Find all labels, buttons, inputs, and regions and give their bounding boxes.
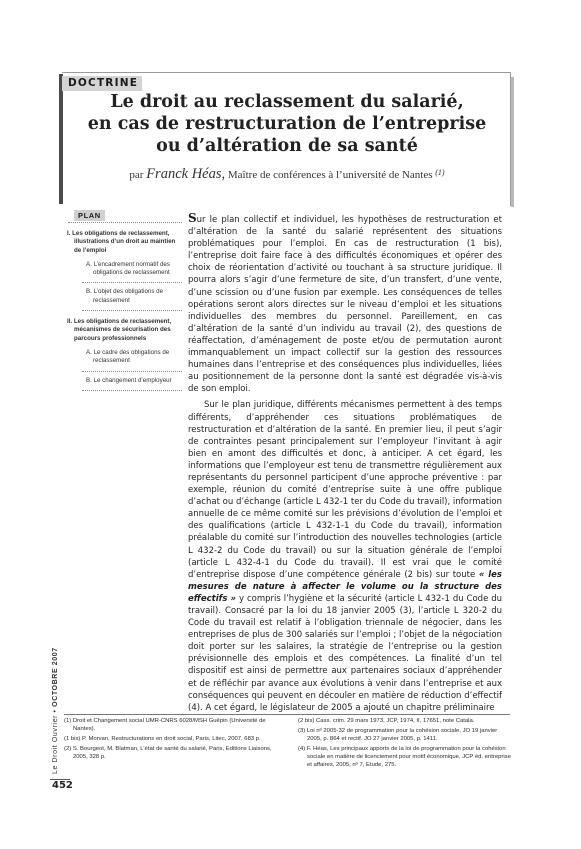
footnote: (2) S. Bourgeot, M. Blatman, L’état de santé du salarié, Paris, Editions Liaisons, 2005, 328 p. [64,746,272,760]
section-tag: DOCTRINE [62,76,142,91]
footnote: (1) Droit et Changement social UMR-CNRS 6028/MSH Guépin (Université de Nantes). [64,718,266,732]
plan-item: B. L’objet des obligations de reclassement [86,288,164,304]
body-paragraph [188,212,502,395]
header-accent-left [59,74,63,204]
byline-footnote-ref: (1) [435,168,445,177]
article-title [64,91,510,157]
paragraph-text: Sur le plan juridique, différents mécanismes permettent à des temps différents, d’appréhender ces situations problématiques de restructuration et d’altération de la santé. En premier lieu, il peut s’agir de contraintes pesant principalement sur l’employeur l’invitant à agir bien en amont des difficultés et donc, à anticiper. A cet égard, les informations que l’employeur est tenu de transmettre régulièrement aux représentants du personnel participent d’une approche préventive : par exemple, réunion du comité d’entreprise suite à une offre publique d’achat ou d’échange (article L 432-1 ter du Code du travail), information annuelle de ce même comité sur les prévisions d’évolution de l’emploi et des qualifications (article L 432-1-1 du Code du travail), information préalable du comité sur l’introduction des nouvelles technologies (article L 432-2 du Code du travail) ou sur la situation générale de l’emploi (article L 432-4-1 du Code du travail). Il est vrai que le comité d’entreprise dispose d’une compétence générale (2 bis) sur toute [188,400,502,580]
footnote-separator [64,714,510,715]
paragraph-text: y compris l’hygiène et la sécurité (article L 432-1 du Code du travail). Consacré par la loi du 18 janvier 2005 (3), l’article L 320-2 du Code du travail est relatif à l’obligation triennale de négocier, dans les entreprises de plus de 300 salariés sur l’emploi ; l’objet de la négociation doit porter sur les salaires, la stratégie de l’entreprise ou la gestion prévisionnelle des emplois et des compétences. La finalité d’un tel dispositif est ainsi de permettre aux partenaires sociaux d’appréhender et de réfléchir par avance aux évolutions à venir dans l’entreprise et aux conséquences qui peuvent en découler en matière de réduction d’effectif (4). A cet égard, le législateur de 2005 a ajouté un chapitre préliminaire [188,593,502,713]
footnotes-right [298,717,512,771]
drop-cap: S [188,211,197,225]
plan-divider [82,371,182,372]
plan-item: I. Les obligations de reclassement, illustrations d’un droit au maintien de l’emploi [67,230,176,254]
article-body [188,212,502,714]
plan-item: A. L’encadrement normatif des obligations de reclassement [86,260,170,277]
emphasized-quote: « les mesures de nature à affecter le volume ou la structure des effectifs » [188,569,502,604]
plan-divider [68,222,182,223]
author-affiliation: Maître de conférences à l’université de Nantes [227,169,433,181]
header-accent-right [511,77,514,207]
plan-item: B. Le changement d’employeur [86,376,172,384]
plan-label: PLAN [74,210,105,221]
footnote: (2 bis) Cass. crim. 29 mars 1973, JCP, 1974, II, 17651, note Catala. [298,718,475,724]
plan-divider [82,390,182,391]
byline-prefix: par [129,169,144,181]
plan-item: II. Les obligations de reclassement, mécanismes de sécurisation des parcours professionnels [67,318,172,342]
footnotes-left [64,717,274,763]
footnote: (1 bis) P. Morvan, Restructurations en droit social, Paris, Litec, 2007, 683 p. [64,736,261,742]
title-line-3: ou d’altération de sa santé [156,136,418,156]
footnote: (4) F. Héas, Les principaux apports de la loi de programmation pour la cohésion sociale en matière de licenciement pour motif économique, JCP éd. entreprise et affaires, 2005, nº 7, Etude, 275. [298,746,511,768]
plan-divider [82,310,182,311]
footnote: (3) Loi nº 2005-32 de programmation pour la cohésion sociale, JO 19 janvier 2005, p. 864 et rectif. JO 27 janvier 2005, p. 1411. [298,728,498,742]
paragraph-text: ur le plan collectif et individuel, les hypothèses de restructuration et d’altération de la santé du salarié représentent des situations problématiques pour l’emploi. En cas de restructuration (1 bis), l’entreprise doit faire face à des difficultés économiques et opérer des choix de réorientation d’activité ou touchant à sa structure juridique. Il pourra alors s’agir d’une fermeture de site, d’un transfert, d’une vente, d’une scission ou d’une fusion par exemple. Les conséquences de telles opérations seront alors directes sur le niveau d’emploi et les situations individuelles des membres du personnel. Pareillement, en cas d’altération de la santé d’un individu au travail (2), des questions de réaffectation, d’aménagement de poste et/ou de permutation auront immanquablement un impact collectif sur la gestion des ressources humaines dans l’entreprise et des conséquences plus individuelles, liées au positionnement de la personne dont la santé est dégradée vis-à-vis de son emploi. [188,215,502,395]
plan-outline [64,222,182,391]
title-line-2: en cas de restructuration de l’entreprise [87,114,487,134]
plan-divider [82,282,182,283]
page-number: 452 [52,780,73,791]
body-paragraph [188,399,502,713]
title-line-1: Le droit au reclassement du salarié, [110,92,464,112]
journal-name: Le Droit Ouvrier • [52,709,59,774]
journal-issue: OCTOBRE 2007 [52,647,59,707]
byline [64,166,510,183]
author-name: Franck Héas, [146,166,226,182]
journal-margin-label [52,647,59,774]
plan-item: A. Le cadre des obligations de reclassement [86,348,170,365]
